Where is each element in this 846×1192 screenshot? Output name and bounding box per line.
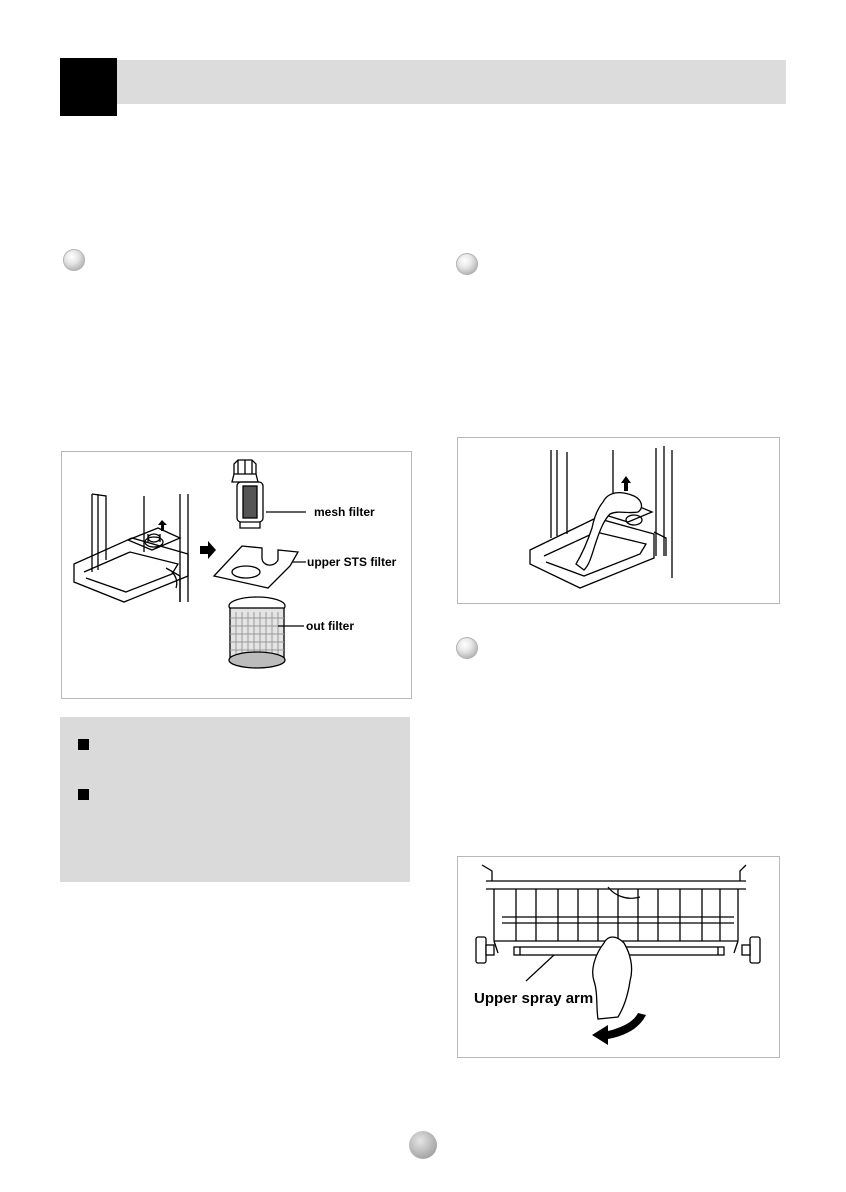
- filters-illustration: [62, 452, 411, 698]
- section-bullet-icon: [456, 637, 478, 659]
- mesh-filter-label: mesh filter: [314, 505, 375, 519]
- filter-removal-illustration: [458, 438, 779, 603]
- right-arrow-icon: [200, 541, 216, 559]
- out-filter-drawing: [229, 597, 285, 668]
- upper-sts-filter-drawing: [214, 546, 298, 588]
- up-arrow-icon: [158, 520, 167, 531]
- filters-figure: [61, 451, 412, 699]
- mesh-filter-drawing: [232, 460, 263, 528]
- up-arrow-icon: [621, 476, 631, 491]
- hand-drawing: [593, 937, 632, 1019]
- square-bullet-icon: [78, 739, 89, 750]
- upper-sts-filter-label: upper STS filter: [307, 555, 397, 569]
- page-number-badge: [409, 1131, 437, 1159]
- out-filter-label: out filter: [306, 619, 354, 633]
- filter-removal-figure: [457, 437, 780, 604]
- spray-arm-illustration: [458, 857, 779, 1057]
- section-bullet-icon: [63, 249, 85, 271]
- section-bullet-icon: [456, 253, 478, 275]
- hand-drawing: [576, 493, 641, 570]
- note-box: [60, 717, 410, 882]
- upper-spray-arm-label: Upper spray arm: [474, 990, 594, 1007]
- header-block: [60, 58, 117, 116]
- header-bar: [60, 60, 786, 104]
- spray-arm-figure: [457, 856, 780, 1058]
- square-bullet-icon: [78, 789, 89, 800]
